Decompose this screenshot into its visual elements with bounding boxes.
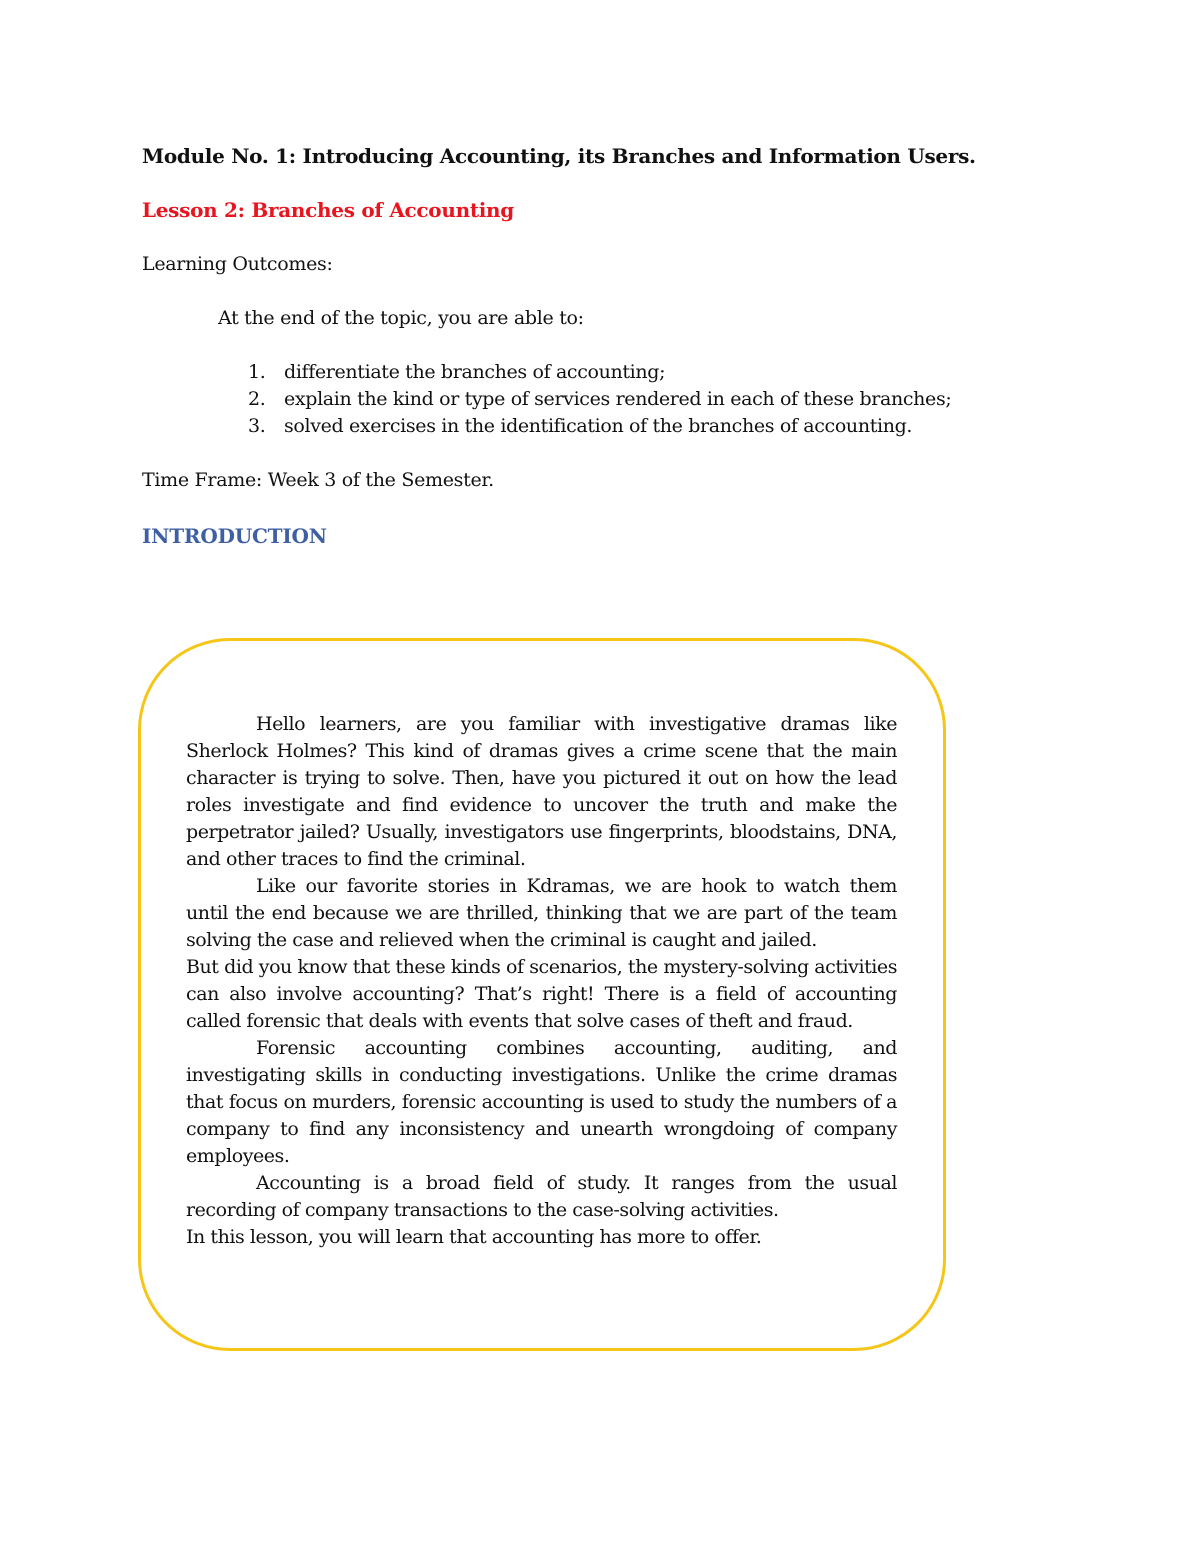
list-number: 1. <box>248 361 266 383</box>
list-item-text: differentiate the branches of accounting; <box>284 361 666 383</box>
intro-paragraph: In this lesson, you will learn that accounting has more to offer. <box>186 1226 762 1248</box>
intro-paragraph: Like our favorite stories in Kdramas, we are hook to watch them until the end because we are thrilled, thinking that we are part of the team solving the case and relieved when the criminal is caught and jailed. <box>186 875 897 951</box>
intro-paragraph: Accounting is a broad field of study. It ranges from the usual recording of company transactions to the case-solving activities. <box>186 1172 897 1221</box>
list-number: 3. <box>248 415 266 437</box>
intro-paragraph: But did you know that these kinds of scenarios, the mystery-solving activities can also involve accounting? That’s right! There is a field of accounting called forensic that deals with events that solve cases of theft and fraud. <box>186 956 897 1032</box>
section-heading-introduction: INTRODUCTION <box>142 524 327 548</box>
outcomes-intro-line: At the end of the topic, you are able to: <box>218 307 584 329</box>
outcome-list-item <box>248 415 912 437</box>
time-frame: Time Frame: Week 3 of the Semester. <box>142 469 494 491</box>
introduction-text <box>186 711 897 1251</box>
outcome-list-item <box>248 361 665 383</box>
lesson-title: Lesson 2: Branches of Accounting <box>142 198 514 222</box>
module-title: Module No. 1: Introducing Accounting, its Branches and Information Users. <box>142 144 976 168</box>
intro-paragraph: Hello learners, are you familiar with investigative dramas like Sherlock Holmes? This kind of dramas gives a crime scene that the main character is trying to solve. Then, have you pictured it out on how the lead roles investigate and find evidence to uncover the truth and make the perpetrator jailed? Usually, investigators use fingerprints, bloodstains, DNA, and other traces to find the criminal. <box>186 713 897 870</box>
learning-outcomes-label: Learning Outcomes: <box>142 253 333 275</box>
list-number: 2. <box>248 388 266 410</box>
list-item-text: solved exercises in the identification of the branches of accounting. <box>284 415 913 437</box>
outcome-list-item <box>248 388 951 410</box>
list-item-text: explain the kind or type of services rendered in each of these branches; <box>284 388 952 410</box>
intro-paragraph: Forensic accounting combines accounting, auditing, and investigating skills in conducting investigations. Unlike the crime dramas that focus on murders, forensic accounting is used to study the numbers of a company to find any inconsistency and unearth wrongdoing of company employees. <box>186 1037 897 1167</box>
